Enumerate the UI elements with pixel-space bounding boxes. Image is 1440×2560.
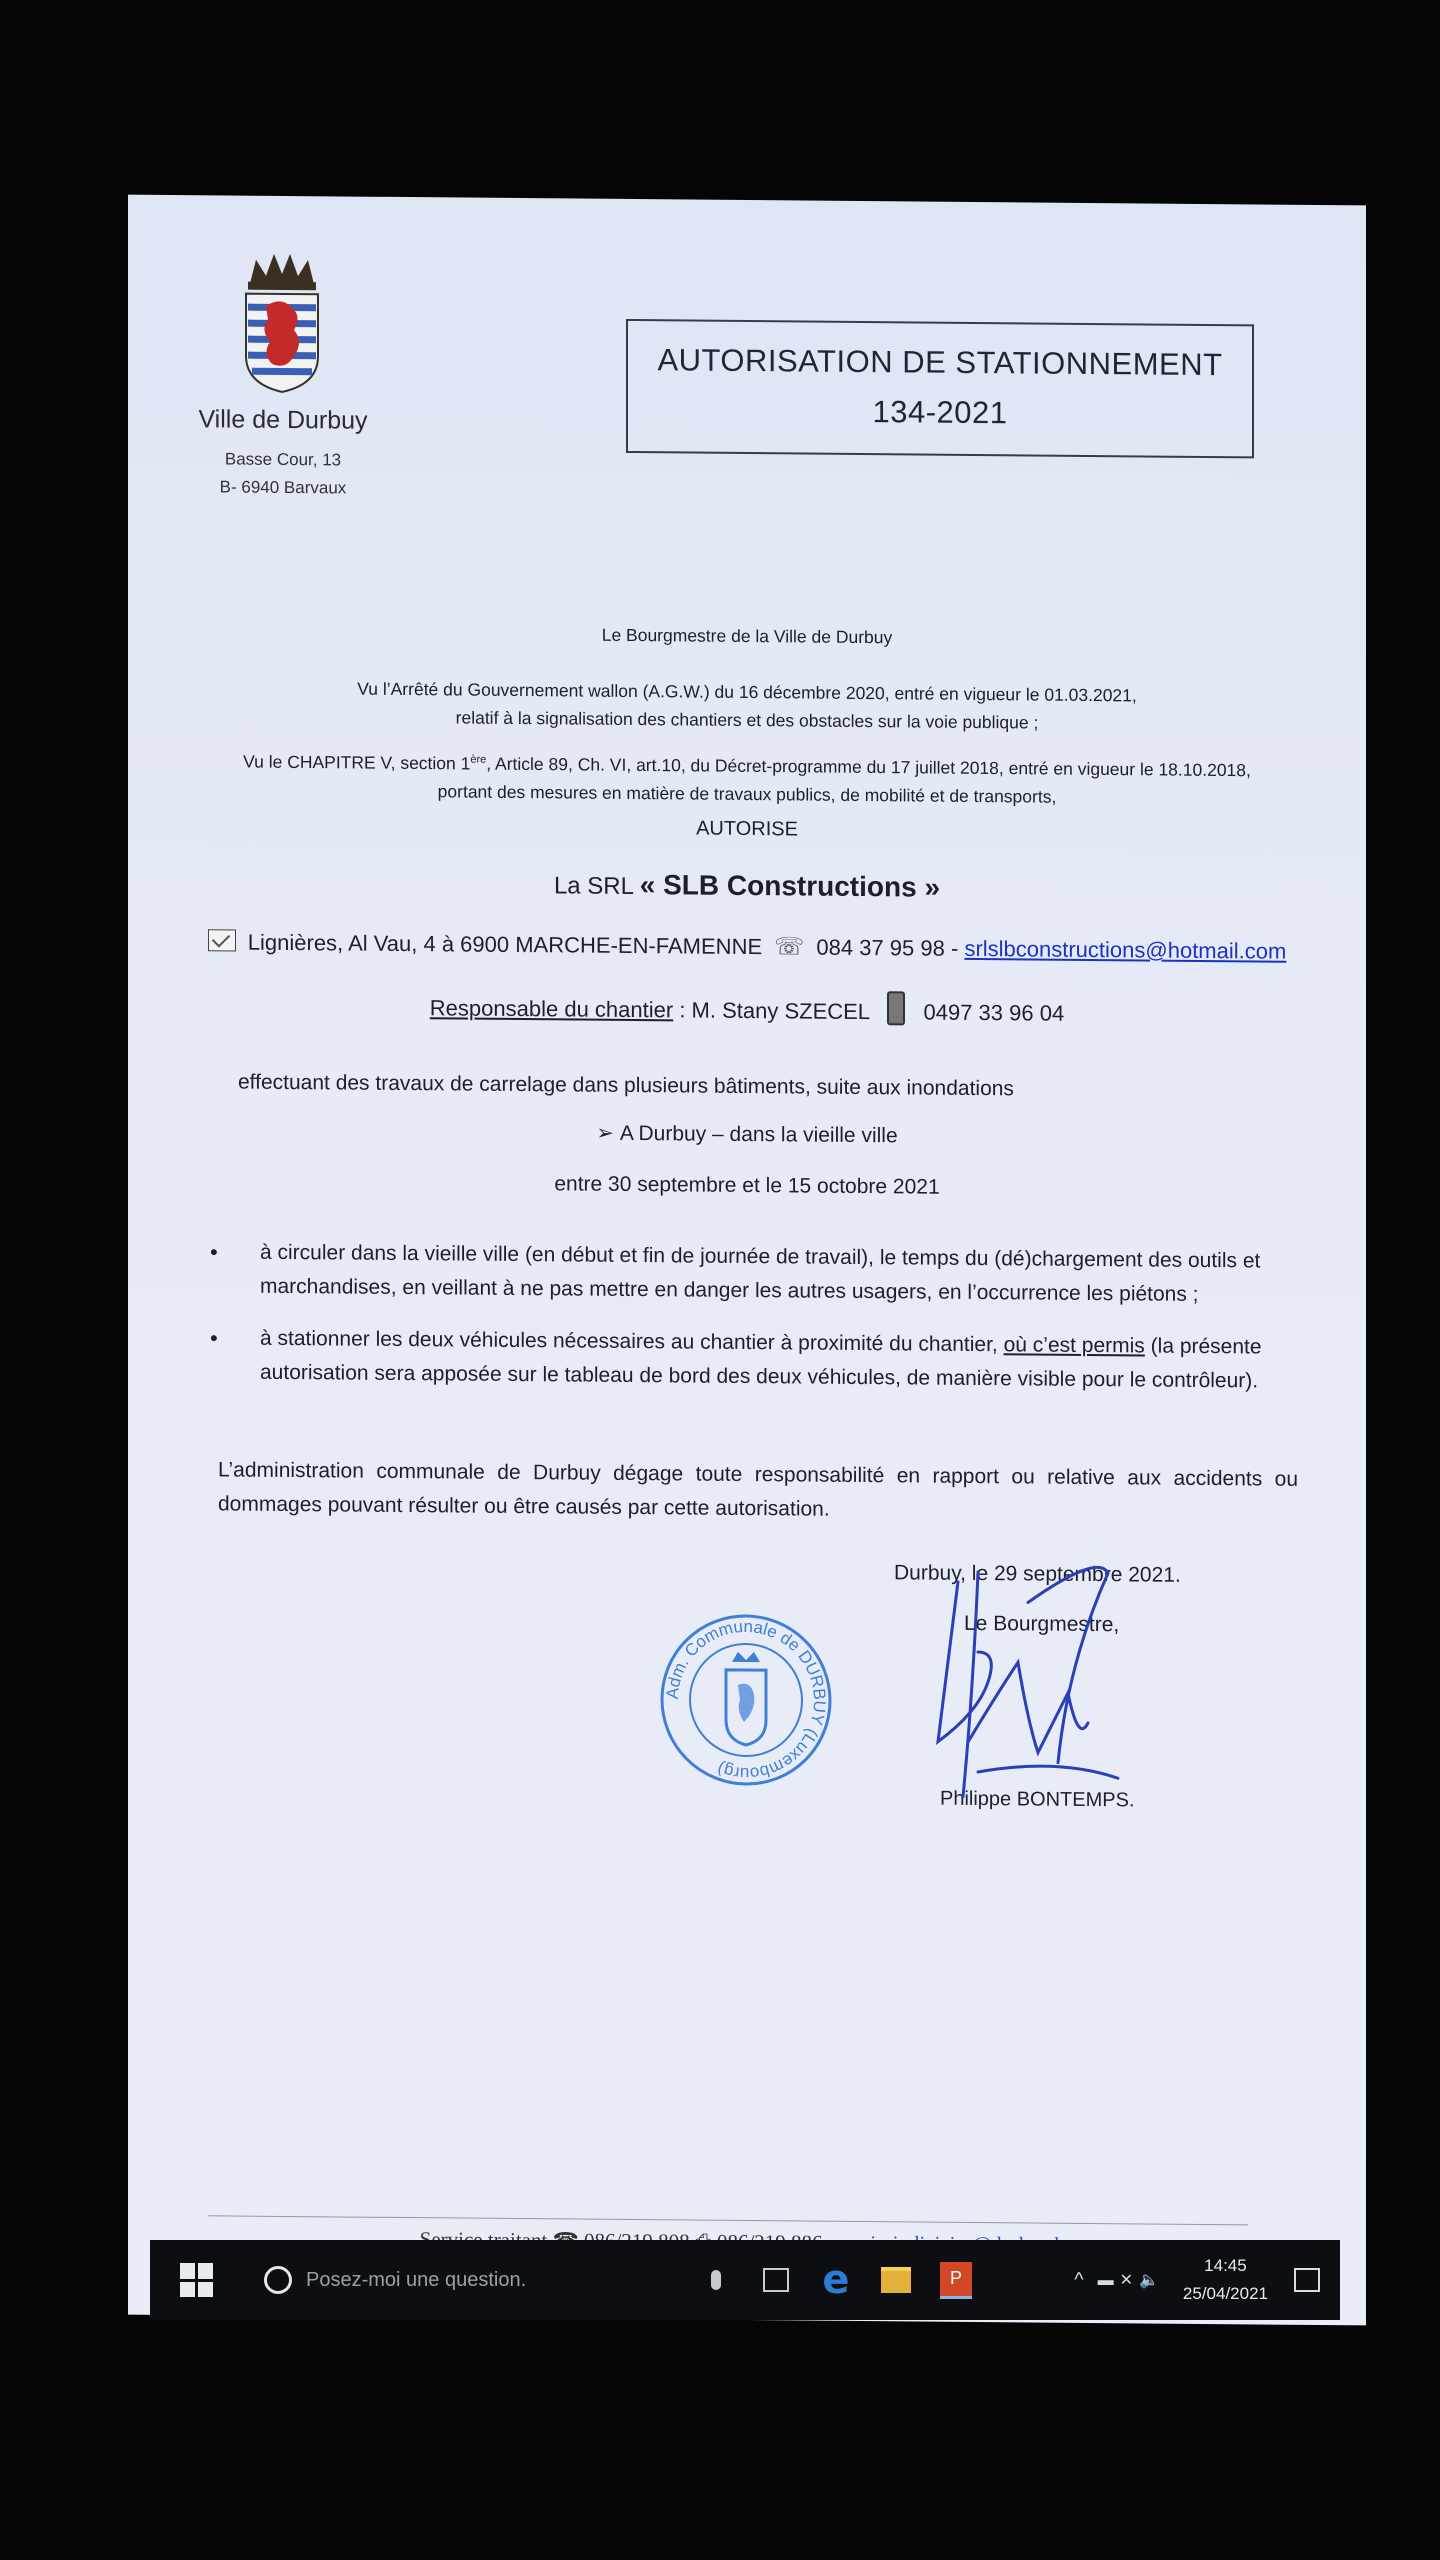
bullet-icon: • xyxy=(210,1325,218,1351)
date-place: Durbuy, le 29 septembre 2021. xyxy=(894,1561,1181,1587)
company-name: « SLB Constructions » xyxy=(639,869,941,903)
arrow-bullet-icon: ➢ xyxy=(596,1121,620,1145)
autorise-heading: AUTORISE xyxy=(696,817,798,841)
durbuy-crest-icon xyxy=(232,246,332,397)
taskbar-clock[interactable] xyxy=(1183,2252,1268,2308)
official-stamp xyxy=(656,1609,836,1791)
bullet-icon: • xyxy=(210,1239,218,1265)
document-page xyxy=(128,195,1366,2266)
site-manager-name: : M. Stany SZECEL xyxy=(679,997,870,1025)
address-line-2: B- 6940 Barvaux xyxy=(219,477,347,498)
cortana-icon[interactable] xyxy=(264,2266,292,2294)
bullet-2-post: (la présente autorisation sera apposée sur le tableau de bord des deux véhicules, de manière visible pour le contrôleur). xyxy=(260,1334,1262,1393)
company-line xyxy=(128,865,1366,908)
network-volume-icons[interactable]: ▬✕🔈 xyxy=(1097,2272,1165,2289)
chevron-up-icon[interactable]: ^ xyxy=(1074,2268,1084,2291)
windows-start-icon[interactable] xyxy=(180,2263,214,2297)
legal-basis-1 xyxy=(128,673,1366,740)
address-line-1: Basse Cour, 13 xyxy=(224,449,342,470)
legal-basis-2 xyxy=(128,743,1366,814)
city-name: Ville de Durbuy xyxy=(198,405,368,435)
site-manager-phone: 0497 33 96 04 xyxy=(923,999,1065,1026)
svg-text:Adm. Communale de DURBUY (Luxe: Adm. Communale de DURBUY (Luxembourg) xyxy=(662,1616,830,1784)
telephone-icon: ☏ xyxy=(774,933,805,961)
edge-browser-icon[interactable]: e xyxy=(822,2257,850,2303)
period: entre 30 septembre et le 15 octobre 2021 xyxy=(554,1172,940,1199)
location-line xyxy=(128,1117,1366,1153)
company-phone: 084 37 95 98 - xyxy=(816,934,959,961)
disclaimer: L’administration communale de Durbuy dégage toute responsabilité en rapport ou relative aux accidents ou dommages pouvant résulter ou être causés par cette autorisation. xyxy=(218,1458,1298,1521)
document-title: AUTORISATION DE STATIONNEMENT xyxy=(657,342,1223,383)
system-tray xyxy=(1074,2252,1340,2308)
taskbar-search-box[interactable]: Posez-moi une question. xyxy=(306,2268,527,2291)
bullet-1-text: à circuler dans la vieille ville (en début et fin de journée de travail), le temps du (dé)chargement des outils et marchandises, en veillant à ne pas mettre en danger les autres usagers, en l’occurrence les piétons ; xyxy=(260,1240,1261,1306)
notification-center-icon[interactable] xyxy=(1294,2268,1320,2292)
legal-basis-2-post: , Article 89, Ch. VI, art.10, du Décret-programme du 17 juillet 2018, entré en vigueur le 18.10.2018, xyxy=(486,753,1251,781)
monitor-screen xyxy=(128,195,1366,2326)
signature xyxy=(918,1541,1138,1813)
company-contact xyxy=(128,927,1366,967)
file-explorer-icon[interactable] xyxy=(866,2267,926,2293)
document-number: 134-2021 xyxy=(872,394,1008,431)
signatory-name: Philippe BONTEMPS. xyxy=(940,1787,1135,1812)
footer-divider xyxy=(208,2215,1248,2225)
envelope-icon xyxy=(208,929,236,951)
location: A Durbuy – dans la vieille ville xyxy=(619,1121,898,1148)
microphone-icon[interactable] xyxy=(686,2270,746,2290)
city-address xyxy=(183,445,383,503)
issuer: Le Bourgmestre de la Ville de Durbuy xyxy=(601,624,893,648)
site-manager-line xyxy=(128,985,1366,1030)
works-description: effectuant des travaux de carrelage dans plusieurs bâtiments, suite aux inondations xyxy=(238,1070,1014,1101)
legal-basis-1-line1: Vu l’Arrêté du Gouvernement wallon (A.G.W.) du 16 décembre 2020, entré en vigueur le 01.03.2021, xyxy=(357,678,1137,706)
windows-taskbar xyxy=(150,2240,1340,2320)
task-view-icon[interactable] xyxy=(746,2268,806,2292)
company-email-link[interactable]: srlslbconstructions@hotmail.com xyxy=(964,935,1287,964)
authorization-list xyxy=(210,1235,1310,1417)
bullet-2-underlined: où c’est permis xyxy=(1003,1333,1145,1358)
legal-basis-1-line2: relatif à la signalisation des chantiers et des obstacles sur la voie publique ; xyxy=(455,707,1039,733)
site-manager-label: Responsable du chantier xyxy=(429,995,674,1023)
document-title-box xyxy=(626,319,1254,458)
legal-basis-2-line2: portant des mesures en matière de travaux publics, de mobilité et de transports, xyxy=(437,781,1057,807)
powerpoint-icon[interactable]: P xyxy=(926,2262,986,2299)
clock-date: 25/04/2021 xyxy=(1182,2284,1268,2303)
clock-time: 14:45 xyxy=(1204,2256,1247,2275)
company-prefix: La SRL xyxy=(553,872,634,901)
signatory-title: Le Bourgmestre, xyxy=(964,1611,1120,1637)
legal-basis-2-sup: ère xyxy=(470,753,487,766)
list-item xyxy=(210,1321,1310,1399)
company-address: Lignières, Al Vau, 4 à 6900 MARCHE-EN-FAMENNE xyxy=(247,929,763,960)
mobile-phone-icon xyxy=(887,991,905,1025)
list-item xyxy=(210,1235,1310,1313)
bullet-2-pre: à stationner les deux véhicules nécessaires au chantier à proximité du chantier, xyxy=(260,1326,998,1357)
legal-basis-2-pre: Vu le CHAPITRE V, section 1 xyxy=(243,751,471,774)
